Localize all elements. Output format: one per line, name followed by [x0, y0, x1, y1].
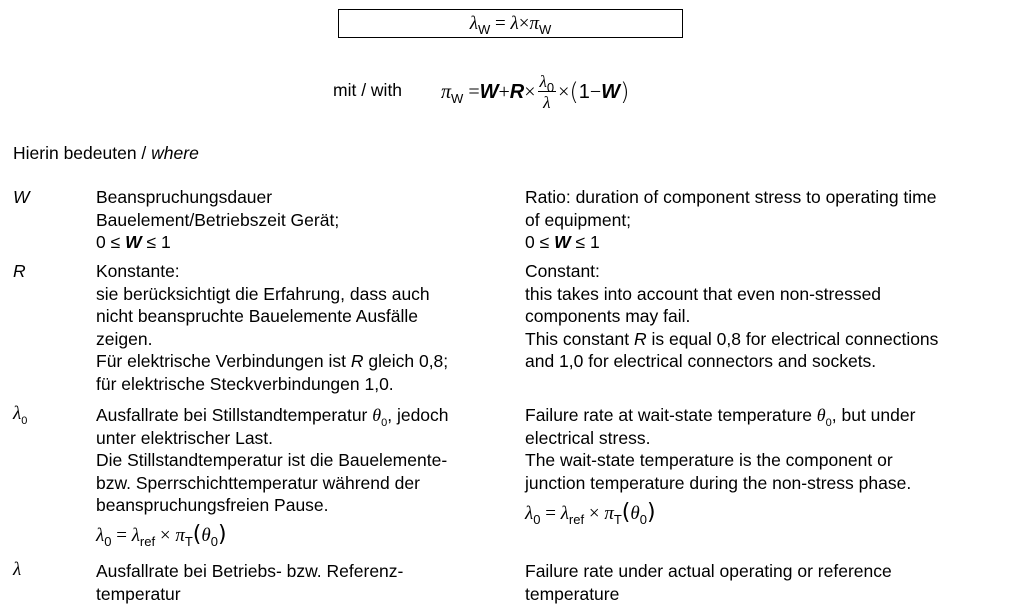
- formula-lambda: λ: [510, 12, 519, 34]
- r-de-line: nicht beanspruchte Bauelemente Ausfälle: [96, 306, 419, 326]
- lambda0-en-line: The wait-state temperature is the component or: [525, 450, 893, 470]
- lambda0-description-de: [96, 404, 449, 517]
- lambda0-en-first-line: Failure rate at wait-state temperature $\theta_0$, but under: [525, 405, 916, 429]
- lambda0-de-line: unter elektrischer Last.: [96, 427, 274, 448]
- lambda-description-de: [96, 560, 403, 605]
- lambda0-equation-de: $\lambda_0 = \lambda_{ref} \times \pi_T(\theta_0)$: [96, 522, 227, 549]
- formula-box: [338, 9, 683, 38]
- symbol-w: W: [13, 187, 30, 207]
- lambda-description-en: [525, 560, 892, 605]
- lambda0-en-line: electrical stress.: [525, 427, 651, 448]
- r-de-line: sie berücksichtigt die Erfahrung, dass auch: [96, 283, 430, 304]
- pi-w-formula: [441, 68, 629, 116]
- lambda-de-line: Ausfallrate bei Betriebs- bzw. Referenz-: [96, 561, 404, 581]
- formula-times: ×: [518, 12, 530, 34]
- lambda0-de-line: beanspruchungsfreien Pause.: [96, 495, 329, 515]
- formula-equals: =: [495, 12, 506, 34]
- pi-equals: =: [468, 80, 480, 103]
- symbol-lambda-0: $\lambda_0$: [13, 403, 28, 427]
- w-range-en: 0 ≤ W ≤ 1: [525, 232, 600, 252]
- r-de-line: zeigen.: [96, 328, 153, 349]
- intro-where: where: [151, 143, 199, 163]
- lambda0-de-line: Die Stillstandtemperatur ist die Bauelemente-: [96, 450, 448, 470]
- formula-lambda-w: $\lambda_W$: [469, 12, 491, 37]
- lambda0-equation-en: $\lambda_0 = \lambda_{ref} \times \pi_T(\theta_0)$: [525, 500, 656, 527]
- w-de-line: Bauelement/Betriebszeit Gerät;: [96, 209, 340, 230]
- lambda0-en-line: junction temperature during the non-stress phase.: [525, 472, 912, 493]
- w-description-en: [525, 186, 936, 254]
- symbol-lambda: λ: [13, 559, 22, 580]
- r-en-value-line: This constant R is equal 0,8 for electrical connections: [525, 328, 939, 349]
- right-paren: ): [620, 78, 630, 106]
- fraction-numerator: $\lambda_0$: [539, 72, 555, 95]
- pi-times-2: ×: [558, 80, 570, 103]
- r-de-line: Konstante:: [96, 261, 180, 281]
- lambda-en-line: Failure rate under actual operating or reference: [525, 561, 892, 581]
- r-de-line: für elektrische Steckverbindungen 1,0.: [96, 373, 394, 394]
- w-en-line: Ratio: duration of component stress to operating time: [525, 187, 937, 207]
- lambda0-description-en: [525, 404, 915, 494]
- symbol-r: R: [13, 261, 26, 281]
- r-en-line: this takes into account that even non-stressed: [525, 283, 882, 304]
- w-de-line: Beanspruchungsdauer: [96, 187, 273, 207]
- left-paren: (: [569, 78, 579, 106]
- pi-times: ×: [524, 80, 536, 103]
- lambda0-de-first-line: Ausfallrate bei Stillstandtemperatur $\theta_0$, jedoch: [96, 405, 449, 429]
- r-en-line: and 1,0 for electrical connectors and sockets.: [525, 351, 877, 371]
- intro-text: Hierin bedeuten /: [13, 143, 152, 163]
- formula-pi-w: $\pi_W$: [529, 12, 552, 37]
- r-en-line: components may fail.: [525, 306, 691, 326]
- r-description-en: [525, 260, 938, 373]
- pi-w-var-2: W: [601, 80, 621, 103]
- fraction-denominator: λ: [543, 93, 551, 112]
- pi-w-var: W: [479, 80, 499, 103]
- pi-minus: −: [589, 80, 602, 103]
- pi-one: 1: [578, 80, 590, 103]
- with-label: mit / with: [333, 80, 403, 100]
- r-description-de: [96, 260, 448, 395]
- lambda-fraction: [538, 73, 557, 111]
- r-de-value-line: Für elektrische Verbindungen ist R gleich 0,8;: [96, 351, 449, 371]
- pi-plus: +: [498, 80, 510, 103]
- lambda-en-line: temperature: [525, 583, 620, 604]
- r-en-line: Constant:: [525, 261, 600, 281]
- pi-r-var: R: [509, 80, 525, 103]
- lambda0-de-line: bzw. Sperrschichttemperatur während der: [96, 472, 420, 493]
- w-range-de: 0 ≤ W ≤ 1: [96, 232, 171, 252]
- intro-line: [13, 143, 199, 164]
- lambda-de-line: temperatur: [96, 583, 181, 604]
- w-description-de: [96, 186, 339, 254]
- w-en-line: of equipment;: [525, 209, 632, 230]
- pi-w-symbol: $\pi_W$: [441, 80, 464, 106]
